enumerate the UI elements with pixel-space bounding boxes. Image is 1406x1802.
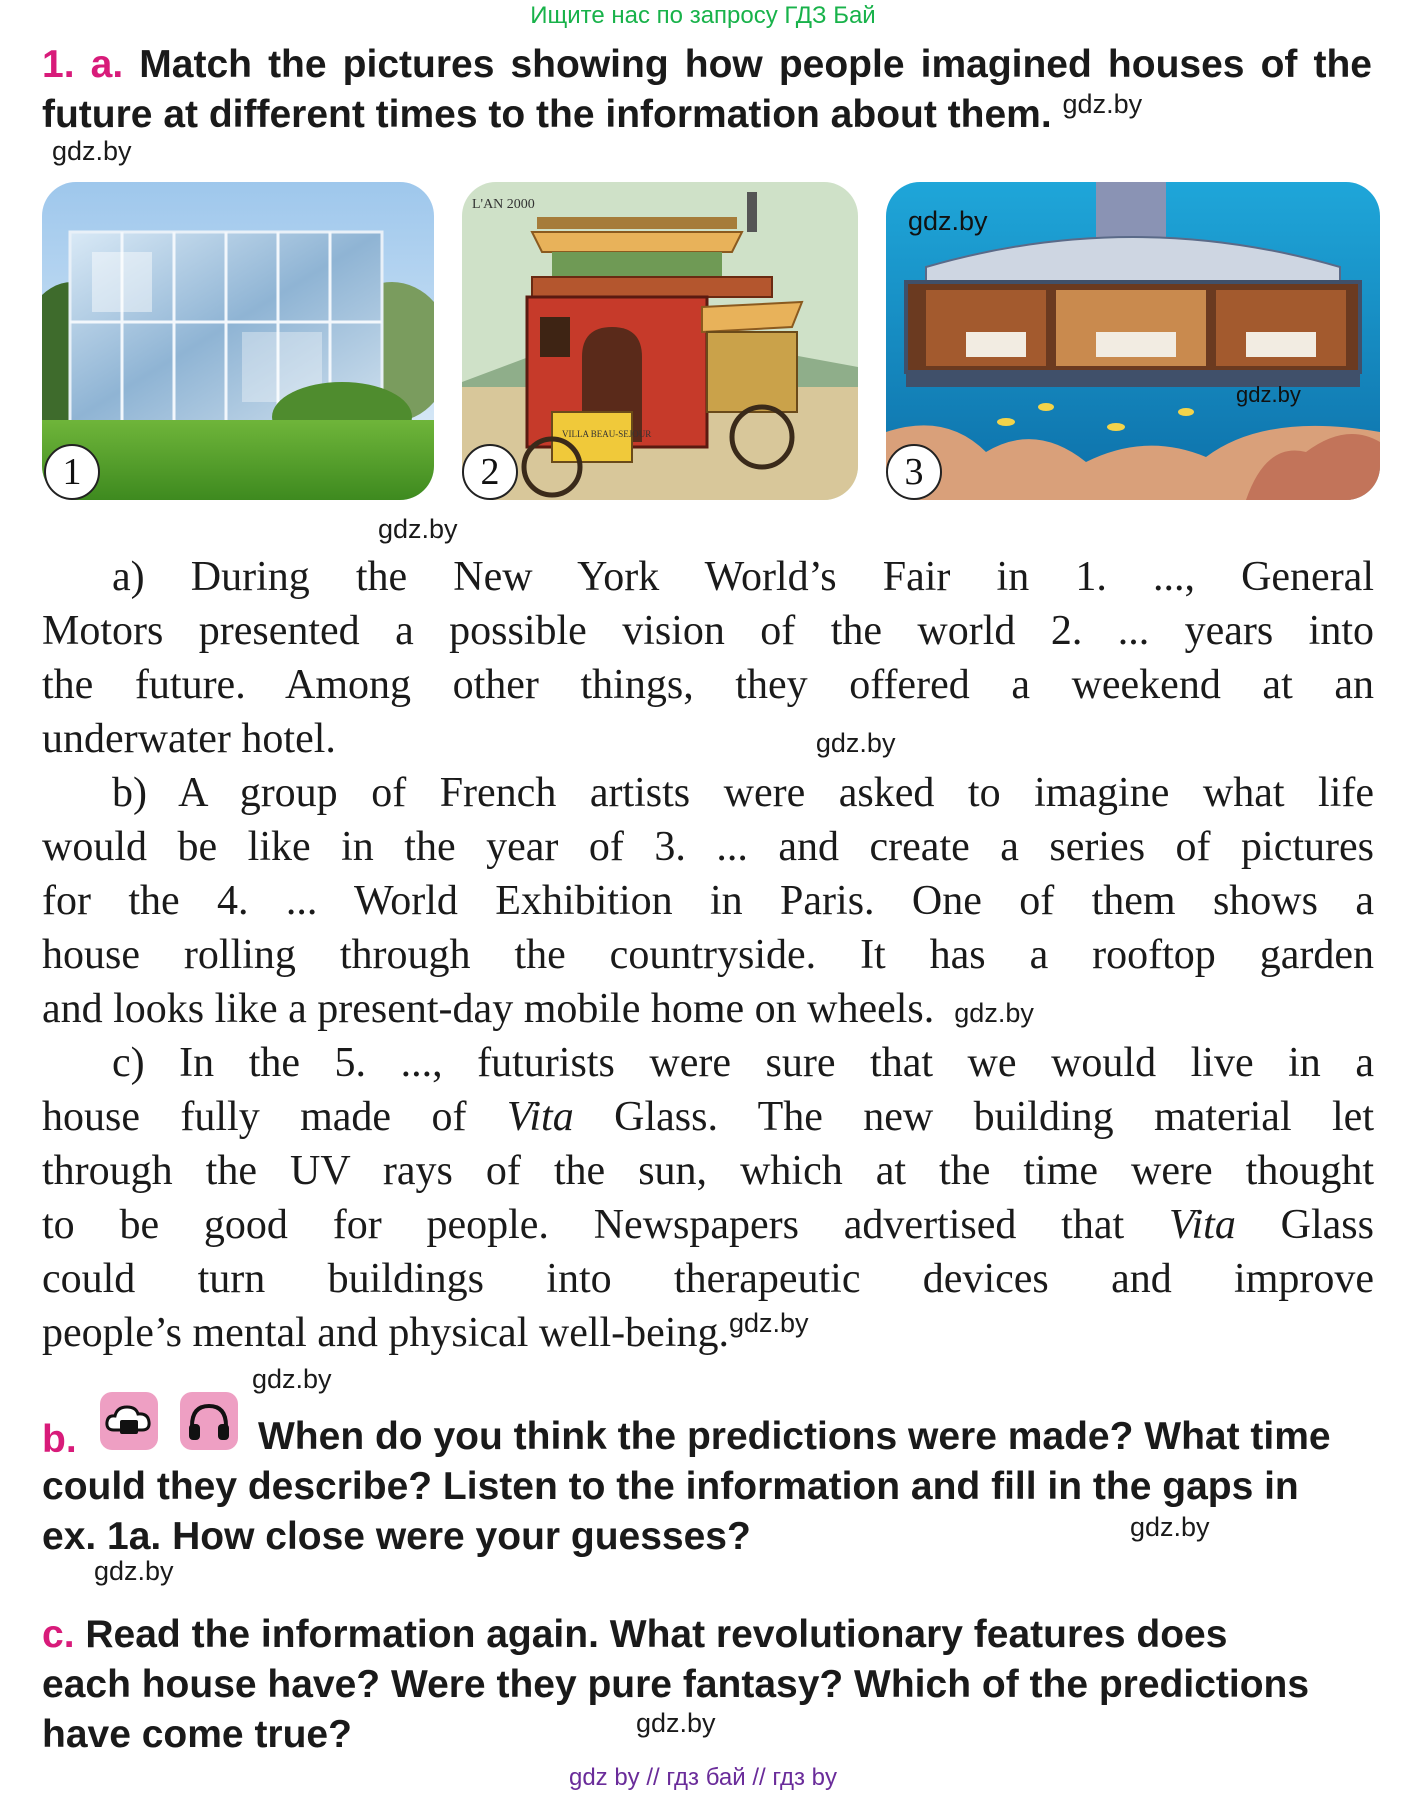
- watermark: gdz.by: [252, 1364, 332, 1394]
- picture-2-house-on-wheels: [462, 182, 858, 500]
- footer-links[interactable]: gdz by // гдз бай // гдз by: [568, 1764, 838, 1791]
- picture-number-badge: 2: [462, 444, 518, 500]
- paragraph-line-text: underwater hotel.: [42, 716, 336, 762]
- watermark: gdz.by: [636, 1708, 716, 1738]
- paragraph-line: could turn buildings into therapeutic devices and improve: [42, 1256, 1374, 1302]
- paragraph-line-text: people’s mental and physical well-being.: [42, 1310, 729, 1356]
- paragraph-line: [42, 712, 1374, 766]
- picture-1-glass-house: [42, 182, 434, 500]
- watermark: gdz.by: [1130, 1512, 1210, 1542]
- watermark: gdz.by: [1062, 89, 1143, 119]
- watermark: gdz.by: [954, 998, 1034, 1028]
- watermark: gdz.by: [378, 514, 458, 544]
- top-banner: Ищите нас по запросу ГДЗ Бай: [530, 2, 876, 29]
- paragraph-c: [42, 1036, 1374, 1360]
- paragraph-line: Motors presented a possible vision of the world 2. ... years into: [42, 608, 1374, 654]
- paragraph-line: the future. Among other things, they offered a weekend at an: [42, 662, 1374, 708]
- paragraph-line: c) In the 5. ..., futurists were sure that we would live in a: [112, 1040, 1374, 1086]
- task-b-line: ex. 1a. How close were your guesses?: [42, 1515, 751, 1558]
- paragraph-b: [42, 766, 1374, 1036]
- paragraph-line: through the UV rays of the sun, which at the time were thought: [42, 1148, 1374, 1194]
- picture-2-sign: VILLA BEAU-SEJOUR: [562, 429, 652, 439]
- task-c-line: Read the information again. What revolutionary features does: [85, 1613, 1228, 1656]
- text-run: house fully made of: [42, 1094, 507, 1140]
- text-run: to be good for people. Newspapers advertised that: [42, 1202, 1169, 1248]
- watermark: gdz.by: [908, 206, 988, 236]
- task-b-line: When do you think the predictions were made? What time: [258, 1415, 1331, 1458]
- paragraph-line: [42, 1198, 1374, 1252]
- paragraph-line: a) During the New York World’s Fair in 1. ..., General: [112, 554, 1374, 600]
- watermark: gdz.by: [815, 728, 896, 758]
- paragraph-line: [42, 1090, 1374, 1144]
- paragraph-line: house rolling through the countryside. It has a rooftop garden: [42, 932, 1374, 978]
- paragraph-a: [42, 550, 1374, 766]
- picture-number-badge: 1: [44, 444, 100, 500]
- task-1a-heading: [42, 40, 1372, 140]
- task-b-line: could they describe? Listen to the information and fill in the gaps in: [42, 1465, 1299, 1508]
- picture-2-caption: L'AN 2000: [472, 197, 535, 212]
- watermark: gdz.by: [1236, 382, 1301, 407]
- paragraph-line: b) A group of French artists were asked to imagine what life: [112, 770, 1374, 816]
- picture-3-underwater-hotel: [886, 182, 1380, 500]
- paragraph-line: would be like in the year of 3. ... and create a series of pictures: [42, 824, 1374, 870]
- task-c-line: each house have? Were they pure fantasy? Which of the predictions: [42, 1663, 1310, 1706]
- italic-text: Vita: [1168, 1202, 1236, 1248]
- paragraph-line: [42, 1306, 1374, 1360]
- italic-text: Vita: [506, 1094, 574, 1140]
- task-1a-text: Match the pictures showing how people imagined houses of the future at different times to the information about them.: [42, 43, 1372, 136]
- paragraph-line: [42, 982, 1374, 1036]
- watermark: gdz.by: [52, 136, 132, 166]
- picture-number-badge: 3: [886, 444, 942, 500]
- text-run: Glass. The new building material let: [573, 1094, 1374, 1140]
- task-letter-a: a.: [90, 43, 124, 86]
- task-letter-b: b.: [42, 1418, 77, 1461]
- text-run: Glass: [1235, 1202, 1374, 1248]
- task-letter-c: c.: [42, 1613, 75, 1656]
- task-c-line: have come true?: [42, 1713, 352, 1756]
- task-number: 1.: [42, 43, 75, 86]
- watermark: gdz.by: [728, 1308, 809, 1338]
- paragraph-line-text: and looks like a present-day mobile home on wheels.: [42, 986, 935, 1032]
- paragraph-line: for the 4. ... World Exhibition in Paris. One of them shows a: [42, 878, 1374, 924]
- watermark: gdz.by: [94, 1556, 174, 1586]
